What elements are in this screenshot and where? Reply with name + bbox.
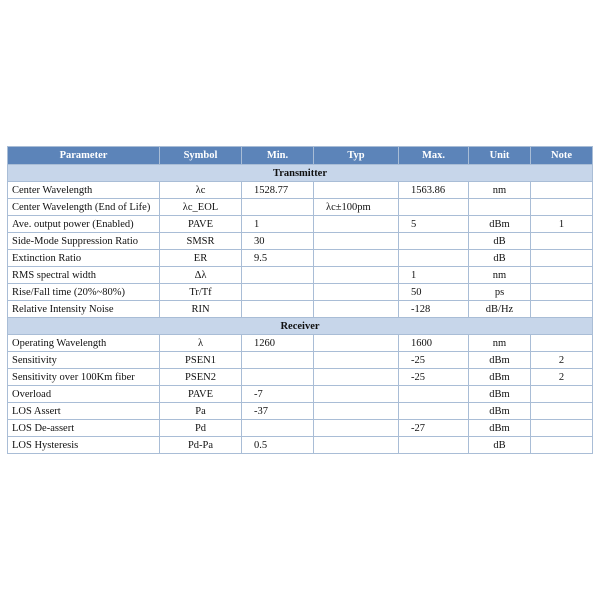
cell-unit: dB (469, 233, 531, 250)
cell-max (399, 199, 469, 216)
table-row (8, 301, 593, 318)
section-header-row (8, 318, 593, 335)
cell-unit: dB (469, 250, 531, 267)
cell-typ (314, 420, 399, 437)
cell-parameter: LOS Hysteresis (8, 437, 160, 454)
cell-unit: ps (469, 284, 531, 301)
cell-symbol: Δλ (160, 267, 242, 284)
cell-min (242, 301, 314, 318)
cell-max: -128 (399, 301, 469, 318)
cell-min: 0.5 (242, 437, 314, 454)
cell-typ (314, 250, 399, 267)
cell-min (242, 284, 314, 301)
table-row (8, 352, 593, 369)
cell-note (531, 403, 593, 420)
table-row (8, 267, 593, 284)
cell-parameter: Center Wavelength (8, 182, 160, 199)
cell-unit: dB (469, 437, 531, 454)
cell-symbol: Pd-Pa (160, 437, 242, 454)
table-row (8, 335, 593, 352)
cell-parameter: Rise/Fall time (20%~80%) (8, 284, 160, 301)
cell-parameter: LOS Assert (8, 403, 160, 420)
cell-note (531, 182, 593, 199)
section-title: Receiver (8, 318, 593, 335)
header-min: Min. (242, 147, 314, 165)
header-unit: Unit (469, 147, 531, 165)
cell-min: 9.5 (242, 250, 314, 267)
table-row (8, 216, 593, 233)
header-row (8, 147, 593, 165)
cell-max: -25 (399, 369, 469, 386)
cell-unit: dBm (469, 216, 531, 233)
cell-typ (314, 267, 399, 284)
cell-unit: nm (469, 267, 531, 284)
cell-min: 1 (242, 216, 314, 233)
table-row (8, 386, 593, 403)
cell-typ (314, 182, 399, 199)
cell-note (531, 335, 593, 352)
cell-min (242, 267, 314, 284)
header-max: Max. (399, 147, 469, 165)
cell-max: 5 (399, 216, 469, 233)
cell-note (531, 233, 593, 250)
table-row (8, 420, 593, 437)
cell-min (242, 369, 314, 386)
cell-min: 30 (242, 233, 314, 250)
cell-typ (314, 437, 399, 454)
cell-note (531, 420, 593, 437)
table-row (8, 284, 593, 301)
cell-min (242, 199, 314, 216)
cell-note: 2 (531, 369, 593, 386)
cell-symbol: PAVE (160, 216, 242, 233)
cell-typ (314, 352, 399, 369)
cell-unit: nm (469, 182, 531, 199)
cell-max: -27 (399, 420, 469, 437)
cell-note (531, 301, 593, 318)
cell-parameter: Overload (8, 386, 160, 403)
cell-symbol: Pd (160, 420, 242, 437)
table-row (8, 250, 593, 267)
cell-symbol: λ (160, 335, 242, 352)
header-note: Note (531, 147, 593, 165)
cell-parameter: Extinction Ratio (8, 250, 160, 267)
cell-note (531, 199, 593, 216)
table-body (8, 165, 593, 454)
cell-max: 1 (399, 267, 469, 284)
cell-max (399, 403, 469, 420)
cell-unit: dBm (469, 369, 531, 386)
cell-parameter: Relative Intensity Noise (8, 301, 160, 318)
cell-min: 1260 (242, 335, 314, 352)
header-symbol: Symbol (160, 147, 242, 165)
cell-typ: λc±100pm (314, 199, 399, 216)
cell-typ (314, 403, 399, 420)
cell-note (531, 284, 593, 301)
cell-unit: dBm (469, 403, 531, 420)
cell-min (242, 352, 314, 369)
cell-max (399, 233, 469, 250)
cell-max: 1563.86 (399, 182, 469, 199)
cell-symbol: SMSR (160, 233, 242, 250)
cell-typ (314, 216, 399, 233)
cell-unit: dBm (469, 352, 531, 369)
cell-unit: dB/Hz (469, 301, 531, 318)
cell-parameter: Side-Mode Suppression Ratio (8, 233, 160, 250)
cell-typ (314, 301, 399, 318)
table-row (8, 437, 593, 454)
cell-note (531, 267, 593, 284)
cell-unit: dBm (469, 420, 531, 437)
cell-unit: nm (469, 335, 531, 352)
cell-note: 1 (531, 216, 593, 233)
cell-symbol: PSEN2 (160, 369, 242, 386)
table-row (8, 369, 593, 386)
section-header-row (8, 165, 593, 182)
cell-note: 2 (531, 352, 593, 369)
cell-note (531, 386, 593, 403)
header-typ: Typ (314, 147, 399, 165)
table-row (8, 233, 593, 250)
cell-unit: dBm (469, 386, 531, 403)
cell-symbol: PSEN1 (160, 352, 242, 369)
cell-max (399, 250, 469, 267)
cell-symbol: λc (160, 182, 242, 199)
cell-parameter: Sensitivity over 100Km fiber (8, 369, 160, 386)
spec-table (7, 146, 593, 454)
cell-max (399, 437, 469, 454)
cell-max (399, 386, 469, 403)
cell-symbol: RIN (160, 301, 242, 318)
cell-typ (314, 233, 399, 250)
cell-typ (314, 369, 399, 386)
cell-symbol: ER (160, 250, 242, 267)
cell-symbol: Tr/Tf (160, 284, 242, 301)
cell-typ (314, 284, 399, 301)
cell-symbol: PAVE (160, 386, 242, 403)
cell-min (242, 420, 314, 437)
cell-min: -7 (242, 386, 314, 403)
cell-symbol: Pa (160, 403, 242, 420)
cell-parameter: Sensitivity (8, 352, 160, 369)
cell-note (531, 250, 593, 267)
table-row (8, 199, 593, 216)
cell-typ (314, 386, 399, 403)
cell-min: -37 (242, 403, 314, 420)
cell-unit (469, 199, 531, 216)
cell-max: -25 (399, 352, 469, 369)
cell-parameter: Operating Wavelength (8, 335, 160, 352)
header-parameter: Parameter (8, 147, 160, 165)
cell-parameter: Center Wavelength (End of Life) (8, 199, 160, 216)
table-row (8, 403, 593, 420)
cell-typ (314, 335, 399, 352)
cell-min: 1528.77 (242, 182, 314, 199)
section-title: Transmitter (8, 165, 593, 182)
cell-note (531, 437, 593, 454)
table-row (8, 182, 593, 199)
cell-parameter: RMS spectral width (8, 267, 160, 284)
cell-symbol: λc_EOL (160, 199, 242, 216)
cell-max: 1600 (399, 335, 469, 352)
cell-max: 50 (399, 284, 469, 301)
cell-parameter: LOS De-assert (8, 420, 160, 437)
cell-parameter: Ave. output power (Enabled) (8, 216, 160, 233)
